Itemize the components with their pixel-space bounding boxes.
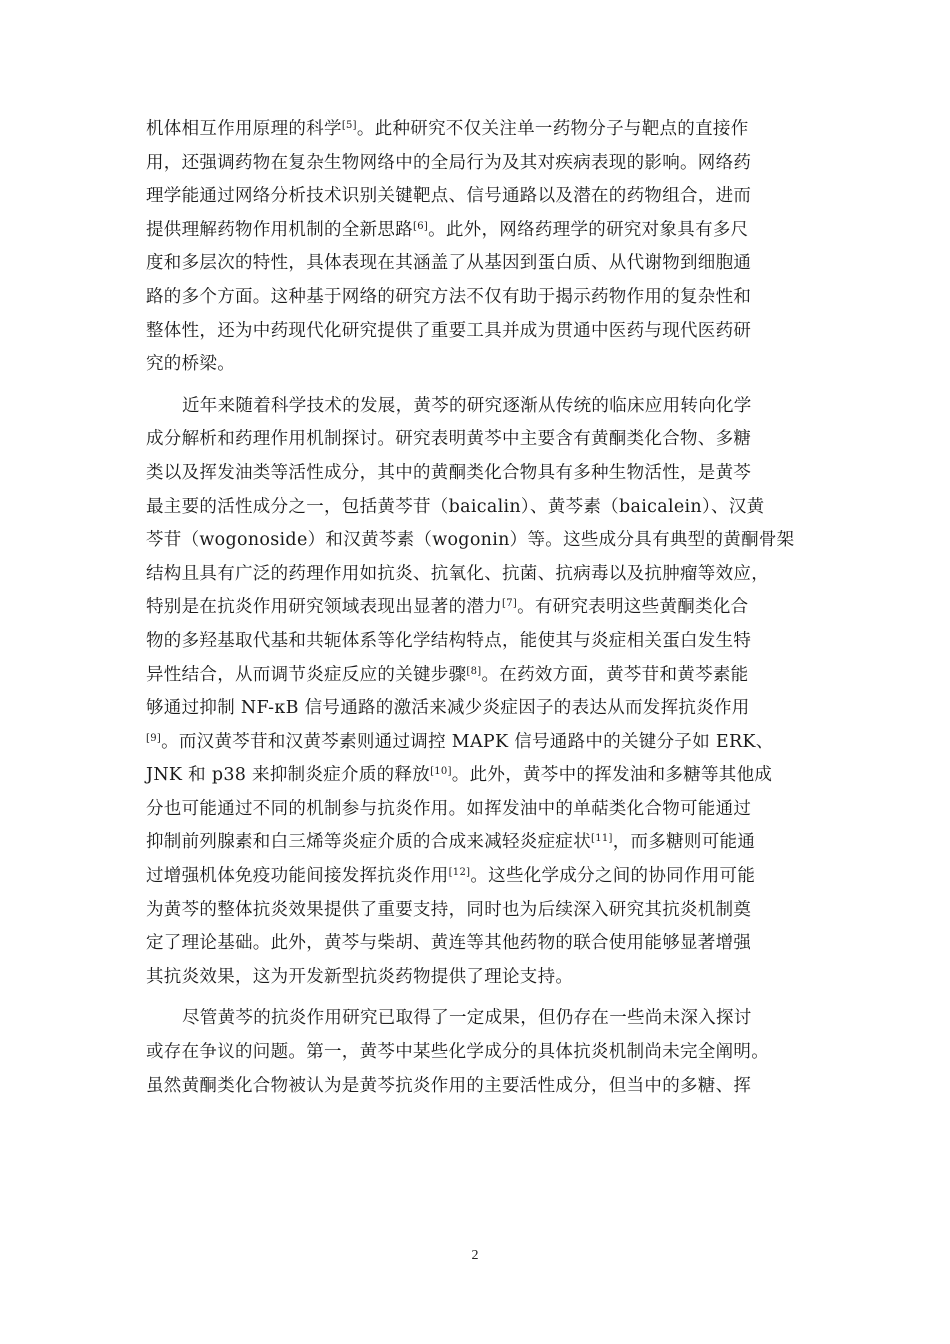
text-line <box>146 558 810 592</box>
text-segment: 物的多羟基取代基和共轭体系等化学结构特点，能使其与炎症相关蛋白发生特 <box>146 630 752 651</box>
text-segment: ，而多糖则可能通 <box>612 832 756 853</box>
paragraph <box>146 390 810 995</box>
text-segment: 理学能通过网络分析技术识别关键靶点、信号通路以及潜在的药物组合，进而 <box>146 186 752 207</box>
paragraph-gap <box>146 382 810 390</box>
text-segment: 尽管黄芩的抗炎作用研究已取得了一定成果，但仍存在一些尚未深入探讨 <box>182 1008 752 1029</box>
text-segment: 芩苷（wogonoside）和汉黄芩素（wogonin）等。这些成分具有典型的黄酮骨架 <box>146 530 795 551</box>
text-segment: 过增强机体免疫功能间接发挥抗炎作用 <box>146 866 449 887</box>
text-line <box>146 692 810 726</box>
text-line <box>146 826 810 860</box>
citation-ref: [9] <box>146 732 162 744</box>
text-segment: 类以及挥发油类等活性成分，其中的黄酮类化合物具有多种生物活性，是黄芩 <box>146 462 752 483</box>
text-line <box>146 315 810 349</box>
text-segment: 。此种研究不仅关注单一药物分子与靶点的直接作 <box>356 119 749 139</box>
text-segment: 结构且具有广泛的药理作用如抗炎、抗氧化、抗菌、抗病毒以及抗肿瘤等效应， <box>146 563 769 584</box>
text-segment: 究的桥梁。 <box>146 354 235 375</box>
text-segment: 抑制前列腺素和白三烯等炎症介质的合成来减轻炎症症状 <box>146 832 591 853</box>
text-line <box>146 457 810 491</box>
text-line <box>146 1070 810 1104</box>
paragraph <box>146 1002 810 1103</box>
text-segment: 机体相互作用原理的科学 <box>146 119 342 139</box>
text-segment: 分也可能通过不同的机制参与抗炎作用。如挥发油中的单萜类化合物可能通过 <box>146 798 752 819</box>
text-segment: 提供理解药物作用机制的全新思路 <box>146 219 413 240</box>
text-line <box>146 894 810 928</box>
text-segment: 度和多层次的特性，具体表现在其涵盖了从基因到蛋白质、从代谢物到细胞通 <box>146 253 752 274</box>
text-line <box>146 625 810 659</box>
citation-ref: [7] <box>502 598 518 610</box>
citation-ref: [12] <box>448 867 471 879</box>
text-line <box>146 147 810 181</box>
text-segment: 。有研究表明这些黄酮类化合 <box>517 597 749 618</box>
paragraph <box>146 113 810 382</box>
text-segment: 其抗炎效果，这为开发新型抗炎药物提供了理论支持。 <box>146 966 574 987</box>
text-line <box>146 726 810 760</box>
text-line <box>146 524 810 558</box>
text-segment: 整体性，还为中药现代化研究提供了重要工具并成为贯通中医药与现代医药研 <box>146 320 752 341</box>
citation-ref: [8] <box>466 665 482 677</box>
text-line <box>146 180 810 214</box>
text-segment: 或存在争议的问题。第一，黄芩中某些化学成分的具体抗炎机制尚未完全阐明。 <box>146 1042 769 1063</box>
text-segment: 为黄芩的整体抗炎效果提供了重要支持，同时也为后续深入研究其抗炎机制奠 <box>146 899 752 920</box>
text-segment: 特别是在抗炎作用研究领域表现出显著的潜力 <box>146 597 502 618</box>
text-segment: 近年来随着科学技术的发展，黄芩的研究逐渐从传统的临床应用转向化学 <box>182 395 752 416</box>
text-line <box>146 423 810 457</box>
text-segment: 定了理论基础。此外，黄芩与柴胡、黄连等其他药物的联合使用能够显著增强 <box>146 933 752 954</box>
text-segment: 最主要的活性成分之一，包括黄芩苷（baicalin）、黄芩素（baicalein）、汉黄 <box>146 496 765 517</box>
citation-ref: [11] <box>591 833 613 845</box>
citation-ref: [10] <box>430 766 452 778</box>
text-segment: 成分解析和药理作用机制探讨。研究表明黄芩中主要含有黄酮类化合物、多糖 <box>146 429 752 450</box>
text-segment: 。此外，黄芩中的挥发油和多糖等其他成 <box>451 765 773 786</box>
text-line <box>146 491 810 525</box>
text-line <box>146 591 810 625</box>
text-line <box>146 281 810 315</box>
text-segment: 。这些化学成分之间的协同作用可能 <box>470 866 756 887</box>
text-segment: 路的多个方面。这种基于网络的研究方法不仅有助于揭示药物作用的复杂性和 <box>146 286 752 307</box>
text-line <box>146 1002 810 1036</box>
text-segment: 用，还强调药物在复杂生物网络中的全局行为及其对疾病表现的影响。网络药 <box>146 152 752 173</box>
text-line <box>146 214 810 248</box>
text-line <box>146 759 810 793</box>
text-segment: 异性结合，从而调节炎症反应的关键步骤 <box>146 664 467 685</box>
page-number: 2 <box>471 1248 479 1263</box>
text-line <box>146 927 810 961</box>
text-segment: 。而汉黄芩苷和汉黄芩素则通过调控 MAPK 信号通路中的关键分子如 ERK、 <box>161 731 774 752</box>
text-segment: 够通过抑制 NF-κB 信号通路的激活来减少炎症因子的表达从而发挥抗炎作用 <box>146 698 750 719</box>
text-segment: 。在药效方面，黄芩苷和黄芩素能 <box>481 664 749 685</box>
citation-ref: [6] <box>413 220 429 232</box>
text-line <box>146 659 810 693</box>
text-line <box>146 348 810 382</box>
body-text <box>146 113 810 1103</box>
text-segment: JNK 和 p38 来抑制炎症介质的释放 <box>146 765 431 786</box>
text-line <box>146 961 810 995</box>
text-line <box>146 113 810 147</box>
text-segment: 虽然黄酮类化合物被认为是黄芩抗炎作用的主要活性成分，但当中的多糖、挥 <box>146 1075 752 1096</box>
citation-ref: [5] <box>341 120 357 131</box>
text-line <box>146 1036 810 1070</box>
text-line <box>146 793 810 827</box>
text-line <box>146 390 810 424</box>
text-segment: 。此外，网络药理学的研究对象具有多尺 <box>428 219 749 240</box>
text-line <box>146 860 810 894</box>
paragraph-gap <box>146 994 810 1002</box>
text-line <box>146 247 810 281</box>
